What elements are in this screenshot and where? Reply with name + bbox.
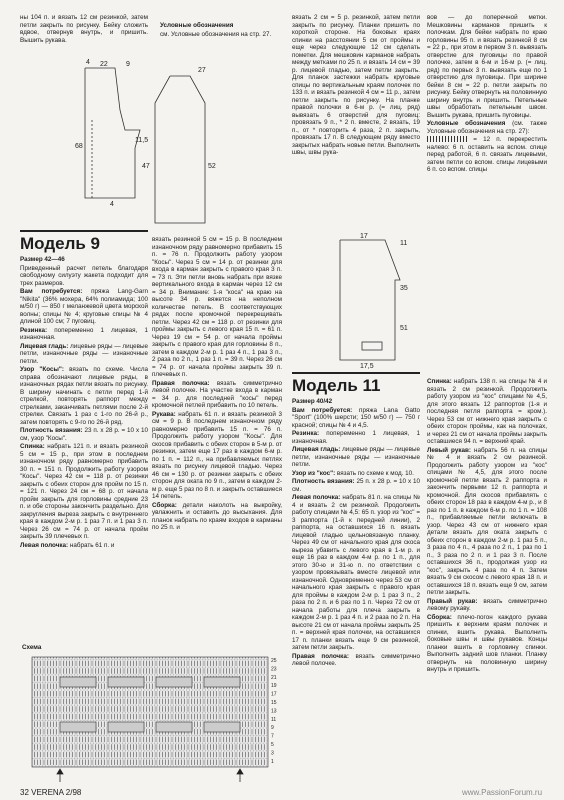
row-number: 23 xyxy=(271,666,277,673)
legend-title: Условные обозначения xyxy=(160,22,234,29)
model-9-text xyxy=(20,256,148,550)
site-watermark: www.PassionForum.ru xyxy=(462,788,543,797)
row-number: 21 xyxy=(271,674,277,681)
schema-label: 9 xyxy=(126,61,130,68)
schema-label: 68 xyxy=(75,143,83,150)
knitting-chart xyxy=(20,652,285,787)
row-number: 13 xyxy=(271,708,277,715)
row-number: 19 xyxy=(271,683,277,690)
paragraph: Левая полочка: набрать 61 п. и xyxy=(20,541,115,549)
schema-label: 22 xyxy=(100,61,108,68)
schema-label: 27 xyxy=(198,67,206,74)
paragraph: Условные обозначения (см. также Условные обозначения на стр. 27): xyxy=(427,120,548,135)
legend-text: см. Условные обозначения на стр. 27. xyxy=(160,30,272,38)
paragraph: вязать резинкой 5 см = 15 р. В последнем изнаночном ряду равномерно прибавить 15 п. = 76 п. Продолжить работу узором "Косы". Через 5 см = 14 р. от резинки для входа в карман закрыть с правого края 3 п. = 73 п. Эти петли вновь набрать при вязке вертикального входа в карман через 12 см = 34 р. Внимание: 1-я "коса" на краю на высоте 34 р. вяжется на неполном количестве петель. В соответствующих рядах после кромочной перекрещивать петли. Через 42 см = 118 р. от резинки для проймы закрыть с левого края 15 п. = 61 п. Через 19 см = 54 р. от начала проймы закрыть с правого края для горловины 8 п., затем в каждом 2-м р. 1 раз 4 п., 1 раз 3 п., 2 раза по 2 п., 1 раз 1 п. = 39 п. Через 26 см = 74 р. от начала проймы закрыть 39 п. плечевых п. xyxy=(152,236,282,378)
row-number: 1 xyxy=(271,758,274,765)
col1-top-text xyxy=(20,14,148,45)
paragraph: Лицевая гладь: лицевые ряды — лицевые петли, изнаночные ряды — изнаночные петли. xyxy=(20,342,148,365)
paragraph: Резинка: попеременно 1 лицевая, 1 изнаночная. xyxy=(20,326,148,341)
schema-label: 17,5 xyxy=(360,363,374,370)
paragraph: Узор "Косы": вязать по схеме. Числа справа обозначают лицевые ряды, в изнаночных рядах петли вязать по рисунку. В ширину начинать с петли перед 1-й стрелкой, повторять раппорт между стрелками, заканчивать петлями после 2-й стрелки. Связать 1 раз с 1-го по 26-й р., затем повторять с 9-го по 26-й ряд. xyxy=(20,366,149,426)
paragraph: Узор из "кос": вязать по схеме к мод. 10. xyxy=(292,469,414,477)
schema-label: 11 xyxy=(400,240,408,247)
schema-label: 35 xyxy=(400,285,408,292)
paragraph: Правая полочка: вязать симметрично левой полочке. xyxy=(292,652,420,667)
size-label: Размер 40/42 xyxy=(292,398,333,405)
row-number: 15 xyxy=(271,700,277,706)
paragraph: Лицевая гладь: лицевые ряды — лицевые петли, изнаночные ряды — изнаночные петли. xyxy=(292,446,420,468)
row-number: 17 xyxy=(271,691,277,698)
cable-symbol xyxy=(427,136,467,142)
paragraph: Резинка: попеременно 1 лицевая, 1 изнаночная. xyxy=(292,430,420,445)
paragraph: Правый рукав: вязать симметрично левому рукаву. xyxy=(427,597,547,612)
paragraph: Сборка: плечо-погон каждого рукава пришить к верхним краям полочек и спинки, вшить рукава. Выполнить боковые швы и швы рукавов. Концы планки вшить в горловину спинки. Выполнить задний шов планки. Планку отвернуть на половинную ширину внутрь и пришить. xyxy=(427,613,547,673)
row-number: 7 xyxy=(271,733,274,740)
model-11-text xyxy=(292,398,420,669)
paragraph: ны 104 п. и вязать 12 см резинкой, затем петли закрыть по рисунку. Бейку сложить вдвое, отвернув внутрь, и пришить. Вышить рукава. xyxy=(20,14,148,44)
schema-label: 17 xyxy=(360,233,368,240)
paragraph: Правая полочка: вязать симметрично левой полочке. На участке входа в карман = 34 р. для последней "косы" перед кромочной петлей прибавить по 10 петель. xyxy=(152,379,282,409)
row-number: 11 xyxy=(271,716,277,723)
schema-label: 11,5 xyxy=(135,137,149,144)
col3-top-text xyxy=(292,14,420,158)
paragraph: Спинка: набрать 138 п. на спицы № 4 и вязать 2 см резинкой. Продолжить работу узором из "кос" спицами № 4,5, для этого вязать 12 раппортов (1-я и последняя петля раппорта = кром.). Через 53 см от нижнего края закрыть с обеих сторон проймы, как на полочках, и через 21 см от начала проймы закрыть оставшиеся 94 п. = верхний край. xyxy=(427,378,547,445)
paragraph: Плотность вязания: 25 п. х 28 р. = 10 х 10 см. xyxy=(292,478,420,493)
sleeve-outline xyxy=(155,76,205,223)
row-number: 5 xyxy=(271,742,274,748)
paragraph: Левая полочка: набрать 81 п. на спицы № 4 и вязать 2 см резинкой. Продолжить работу спицами № 4,5: 65 п. узор из "кос" = 3 раппорта (1-й к передней линии), 2 раппорта, на оставшихся 16 п. вязать лицевой гладью цельновязаную планку. Через 49 см от начального края для скоса выреза убавить с левого края в 1-м р. и еще 16 раз в каждом 4-м р. по 1 п., для этого 30-ю и 31-ю п. по ответствии с узором провязывать вместе лицевой или изнаночной. Одновременно через 53 см от начального края закрыть с правого края для проймы в каждом 2-м р. 1 раз 3 п., 2 раза по 2 п. и 6 раз по 1 п. Через 72 см от начала работы для плеча закрыть в каждом 2-м р. 1 раз 4 п. и 2 раза по 2 п. На высоте 21 см от начала проймы закрыть 25 п. = верхней края полочки, на оставшихся 17 п. планки вязать еще 9 см резинкой, затем петли закрыть. xyxy=(292,494,420,651)
paragraph: вов — до поперечной метки. Мешковины карманов пришить к полочкам. Для бейки набрать по краю горловины 95 п. и вязать резинкой 8 см = 22 р., при этом в первом 3 п. вывязать отверстие для пуговицы по правой полочке, затем в 6-м и 16-м р. (= лиц. ряд) по первых 3 п. вывязать еще по 1 отверстию для пуговицы. При ширине бейки 8 см = 22 р. петли закрыть по рисунку. Бейку отвернуть на половинную ширину внутрь и пришить. Петельные швы обработать петельным швом. Вышить рукава, пришить пуговицы. xyxy=(427,14,548,119)
garment-schema-11 xyxy=(300,230,440,370)
size-label: Размер 42—46 xyxy=(20,256,65,263)
paragraph: Вам потребуется: пряжа Lang-Garn "Nikita" (36% мохера, 64% полиамида; 100 м/50 г) — 850 г меланжевой цвета морской волны; спицы № 4; круговые спицы № 4 длиной 100 см; 7 пуговиц. xyxy=(20,288,149,325)
divider xyxy=(20,230,148,232)
schema-label: 51 xyxy=(400,325,408,332)
paragraph: Левый рукав: набрать 56 п. на спицы № 4 и вязать 2 см резинкой. Продолжить работу узором из "кос" спицами № 4,5, для этого после кромочной петли вязать 2 раппорта и закончить первыми 12 п. раппорта и кромочной. Для скосов прибавлять с обеих сторон 18 раз в каждом 4-м р., и 8 раз по 1 п. в каждом 6-м р. по 1 п. = 108 п., прибавляемые петли включать в узор. Через 43 см от нижнего края детали вязать для оката закрыть с обеих сторон в каждом 2-м р. 1 раз 5 п., 3 раза по 4 п., 4 раза по 2 п., 1 раз по 1 п., 3 раза по 2 п. и 1 раз 3 п. После оставшихся 36 п., продолжая узор из "кос", закрыть 4 раза по 4 п. Затем вязать 9 см скосом с левого края 18 п. и оставшихся 18 п. вязать еще 9 см, затем петли закрыть. xyxy=(427,446,547,596)
row-number: 3 xyxy=(271,750,274,757)
paragraph: = 12 п. перекрестить налево: 6 п. оставить на вспом. спице перед работой, 6 п. связать лицевыми, затем петли со вспом. спицы лицевыми 6 п. со вспом. спицы xyxy=(427,136,548,173)
col2-mid-text xyxy=(152,236,282,533)
paragraph: вязать 2 см = 5 р. резинкой, затем петли закрыть по рисунку. Планки пришить по короткой стороне. На боковых краях спинки на расстоянии 5 см от проймы и еще через следующие 12 см сделать пометки. Для мешковин карманов набрать между метками по 25 п. и вязать 14 см = 39 р. лицевой гладью, затем петли закрыть. Для планок застежки набрать круговые спицы по вертикальным краям полочек по 133 п. и вязать резинкой 4 см = 11 р., затем петли закрыть по рисунку. На планке правой полочки в 6-м р. (= лиц. ряд) вывязать 6 отверстий для пуговиц: провязать 9 п., * 2 п. вместе, 2 вязать, 19 п., от * повторить 4 раза, 2 п. закрыть, провязать 17 п. В следующем ряду вместо закрытых набрать новые петли. Выполнить швы, швы рука- xyxy=(292,14,420,156)
col4-bottom-text xyxy=(427,378,547,675)
paragraph: Сборка: детали наколоть на выкройку, увлажнить и оставить до высыхания. Для планок набрать по краям входов в карманы по 25 п. и xyxy=(152,501,282,531)
legend-note xyxy=(160,22,280,39)
row-number: 25 xyxy=(271,658,277,664)
paragraph: Рукава: набрать 61 п. и вязать резинкой 3 см = 9 р. В последнем изнаночном ряду равномерно прибавить 15 п. = 76 п. Продолжить работу узором "Косы". Для скосов прибавить с обеих сторон в 5-м р. от резинки, затем еще 17 раз в каждом 6-м р. по 1 п. = 112 п., на прибавляемых петлях вязать по рисунку лицевой гладью. Через 46 см = 130 р. от резинки закрыть с обеих сторон для оката по 9 п., затем в каждом 2-м р. еще 5 раз по 8 п. и закрыть оставшиеся 14 петель. xyxy=(152,410,282,500)
col4-top-text xyxy=(427,14,547,175)
schema-label: 47 xyxy=(142,163,150,170)
schema-label: 52 xyxy=(208,163,216,170)
paragraph: Плотность вязания: 23 п. х 28 р. = 10 х 10 см, узор "Косы". xyxy=(20,427,148,442)
garment-schema-9 xyxy=(20,58,220,228)
row-number: 9 xyxy=(271,725,274,732)
page-number: 32 VERENA 2/98 xyxy=(20,788,82,797)
model-11-title: Модель 11 xyxy=(292,376,381,395)
divider xyxy=(292,372,420,374)
model-9-title: Модель 9 xyxy=(20,234,100,253)
paragraph: Вам потребуется: пряжа Lana Gatto "Sport" (100% шерсти; 150 м/50 г) — 750 г красной; спицы № 4 и 4,5. xyxy=(292,406,421,429)
schema-label: 4 xyxy=(110,201,114,208)
paragraph: Спинка: набрать 121 п. и вязать резинкой 5 см = 15 р., при этом в последнем изнаночном ряду равномерно прибавить 30 п. = 151 п. Продолжить работу узором "Косы". Через 42 см = 118 р. от резинки закрыть с обеих сторон для пройм по 15 п. = 121 п. Через 24 см = 68 р. от начала пройм закрыть для горловины средние 23 п. и обе стороны закончить раздельно. Для закругления выреза закрыть с внутреннего края в каждом 2-м р. 1 раз 7 п. и 1 раз 3 п. Через 26 см = 74 р. от начала пройм закрыть 39 плечевых п. xyxy=(20,443,148,540)
schema-label: 4 xyxy=(86,59,90,66)
scheme-title: Схема xyxy=(22,644,42,651)
back-outline xyxy=(85,68,140,198)
paragraph: Приведенный расчет петель благодаря свободному силуэту жакета подходит для трех размеров. xyxy=(20,264,148,287)
